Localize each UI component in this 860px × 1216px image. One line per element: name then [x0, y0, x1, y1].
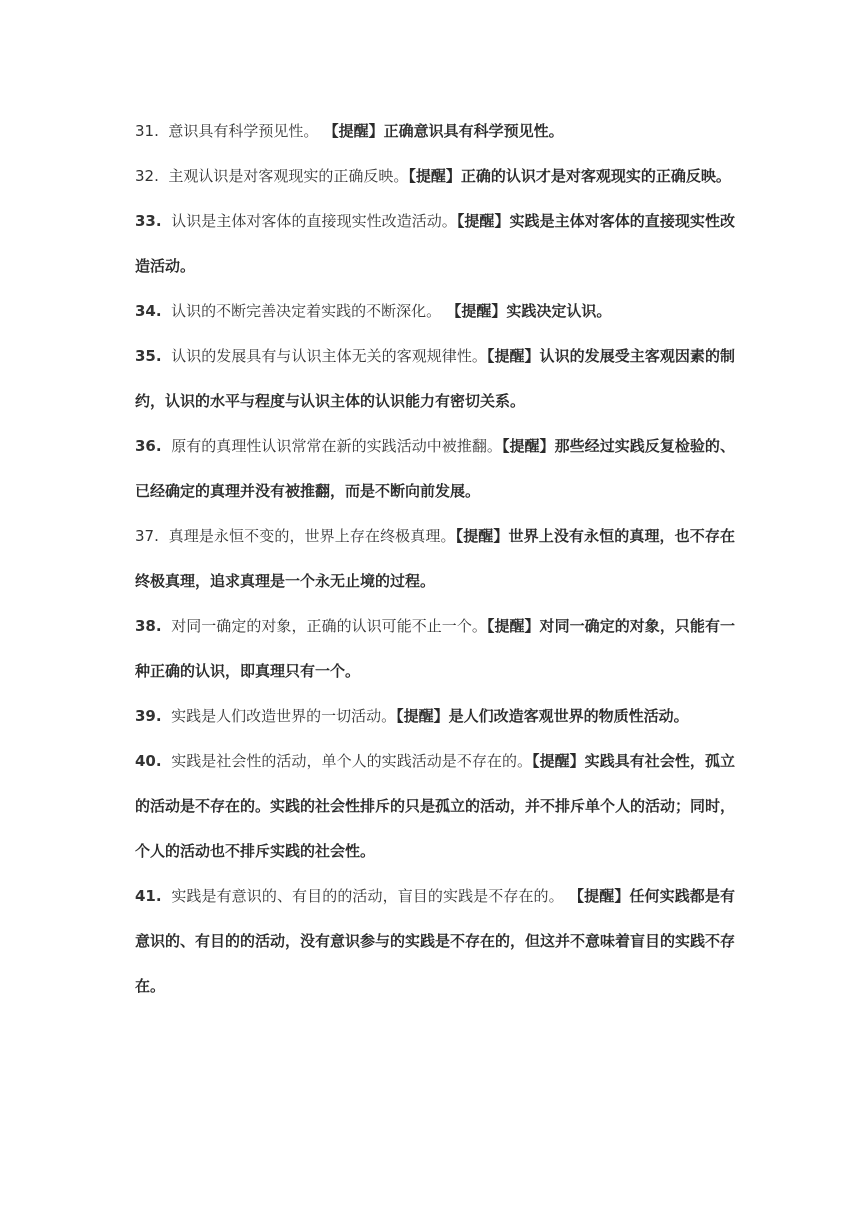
item-statement: 认识是主体对客体的直接现实性改造活动。 [171, 212, 457, 230]
list-item [135, 424, 735, 514]
item-hint: 【提醒】任何实践都是有意识的、有目的的活动，没有意识参与的实践是不存在的，但这并不意味着盲目的实践不存在。 [135, 887, 736, 995]
list-item [135, 109, 735, 154]
item-hint: 【提醒】认识的发展受主客观因素的制约，认识的水平与程度与认识主体的认识能力有密切关系。 [135, 347, 735, 410]
list-item [135, 874, 735, 1009]
item-number: 39. [135, 707, 162, 725]
item-number: 40. [135, 752, 162, 770]
item-number: 35. [135, 347, 162, 365]
item-hint: 【提醒】正确的认识才是对客观现实的正确反映。 [408, 167, 731, 185]
item-hint: 【提醒】实践决定认识。 [441, 302, 612, 320]
item-statement: 实践是人们改造世界的一切活动。 [171, 707, 397, 725]
item-number: 34. [135, 302, 162, 320]
item-number: 41. [135, 887, 162, 905]
item-number: 32. [135, 167, 159, 185]
item-statement: 原有的真理性认识常常在新的实践活动中被推翻。 [171, 437, 502, 455]
item-hint: 【提醒】世界上没有永恒的真理，也不存在终极真理，追求真理是一个永无止境的过程。 [135, 527, 735, 590]
item-number: 33. [135, 212, 162, 230]
item-statement: 实践是有意识的、有目的的活动，盲目的实践是不存在的。 [171, 887, 564, 905]
document-body [135, 109, 735, 1009]
item-number: 31. [135, 122, 159, 140]
list-item [135, 739, 735, 874]
item-number: 38. [135, 617, 162, 635]
list-item [135, 604, 735, 694]
item-hint: 【提醒】那些经过实践反复检验的、已经确定的真理并没有被推翻，而是不断向前发展。 [135, 437, 735, 500]
list-item [135, 289, 735, 334]
item-statement: 真理是永恒不变的，世界上存在终极真理。 [168, 527, 456, 545]
list-item [135, 199, 735, 289]
item-statement: 意识具有科学预见性。 [168, 122, 319, 140]
item-hint: 【提醒】实践是主体对客体的直接现实性改造活动。 [135, 212, 735, 275]
list-item [135, 694, 735, 739]
item-hint: 【提醒】对同一确定的对象，只能有一种正确的认识，即真理只有一个。 [135, 617, 735, 680]
item-hint: 【提醒】正确意识具有科学预见性。 [318, 122, 564, 140]
item-statement: 主观认识是对客观现实的正确反映。 [168, 167, 409, 185]
list-item [135, 514, 735, 604]
item-statement: 认识的发展具有与认识主体无关的客观规律性。 [171, 347, 487, 365]
item-number: 36. [135, 437, 162, 455]
item-number: 37. [135, 527, 159, 545]
item-statement: 对同一确定的对象，正确的认识可能不止一个。 [171, 617, 487, 635]
item-statement: 认识的不断完善决定着实践的不断深化。 [171, 302, 442, 320]
item-statement: 实践是社会性的活动，单个人的实践活动是不存在的。 [171, 752, 533, 770]
list-item [135, 334, 735, 424]
item-hint: 【提醒】实践具有社会性，孤立的活动是不存在的。实践的社会性排斥的只是孤立的活动，并不排斥单个人的活动；同时，个人的活动也不排斥实践的社会性。 [135, 752, 736, 860]
list-item [135, 154, 735, 199]
item-hint: 【提醒】是人们改造客观世界的物质性活动。 [396, 707, 689, 725]
